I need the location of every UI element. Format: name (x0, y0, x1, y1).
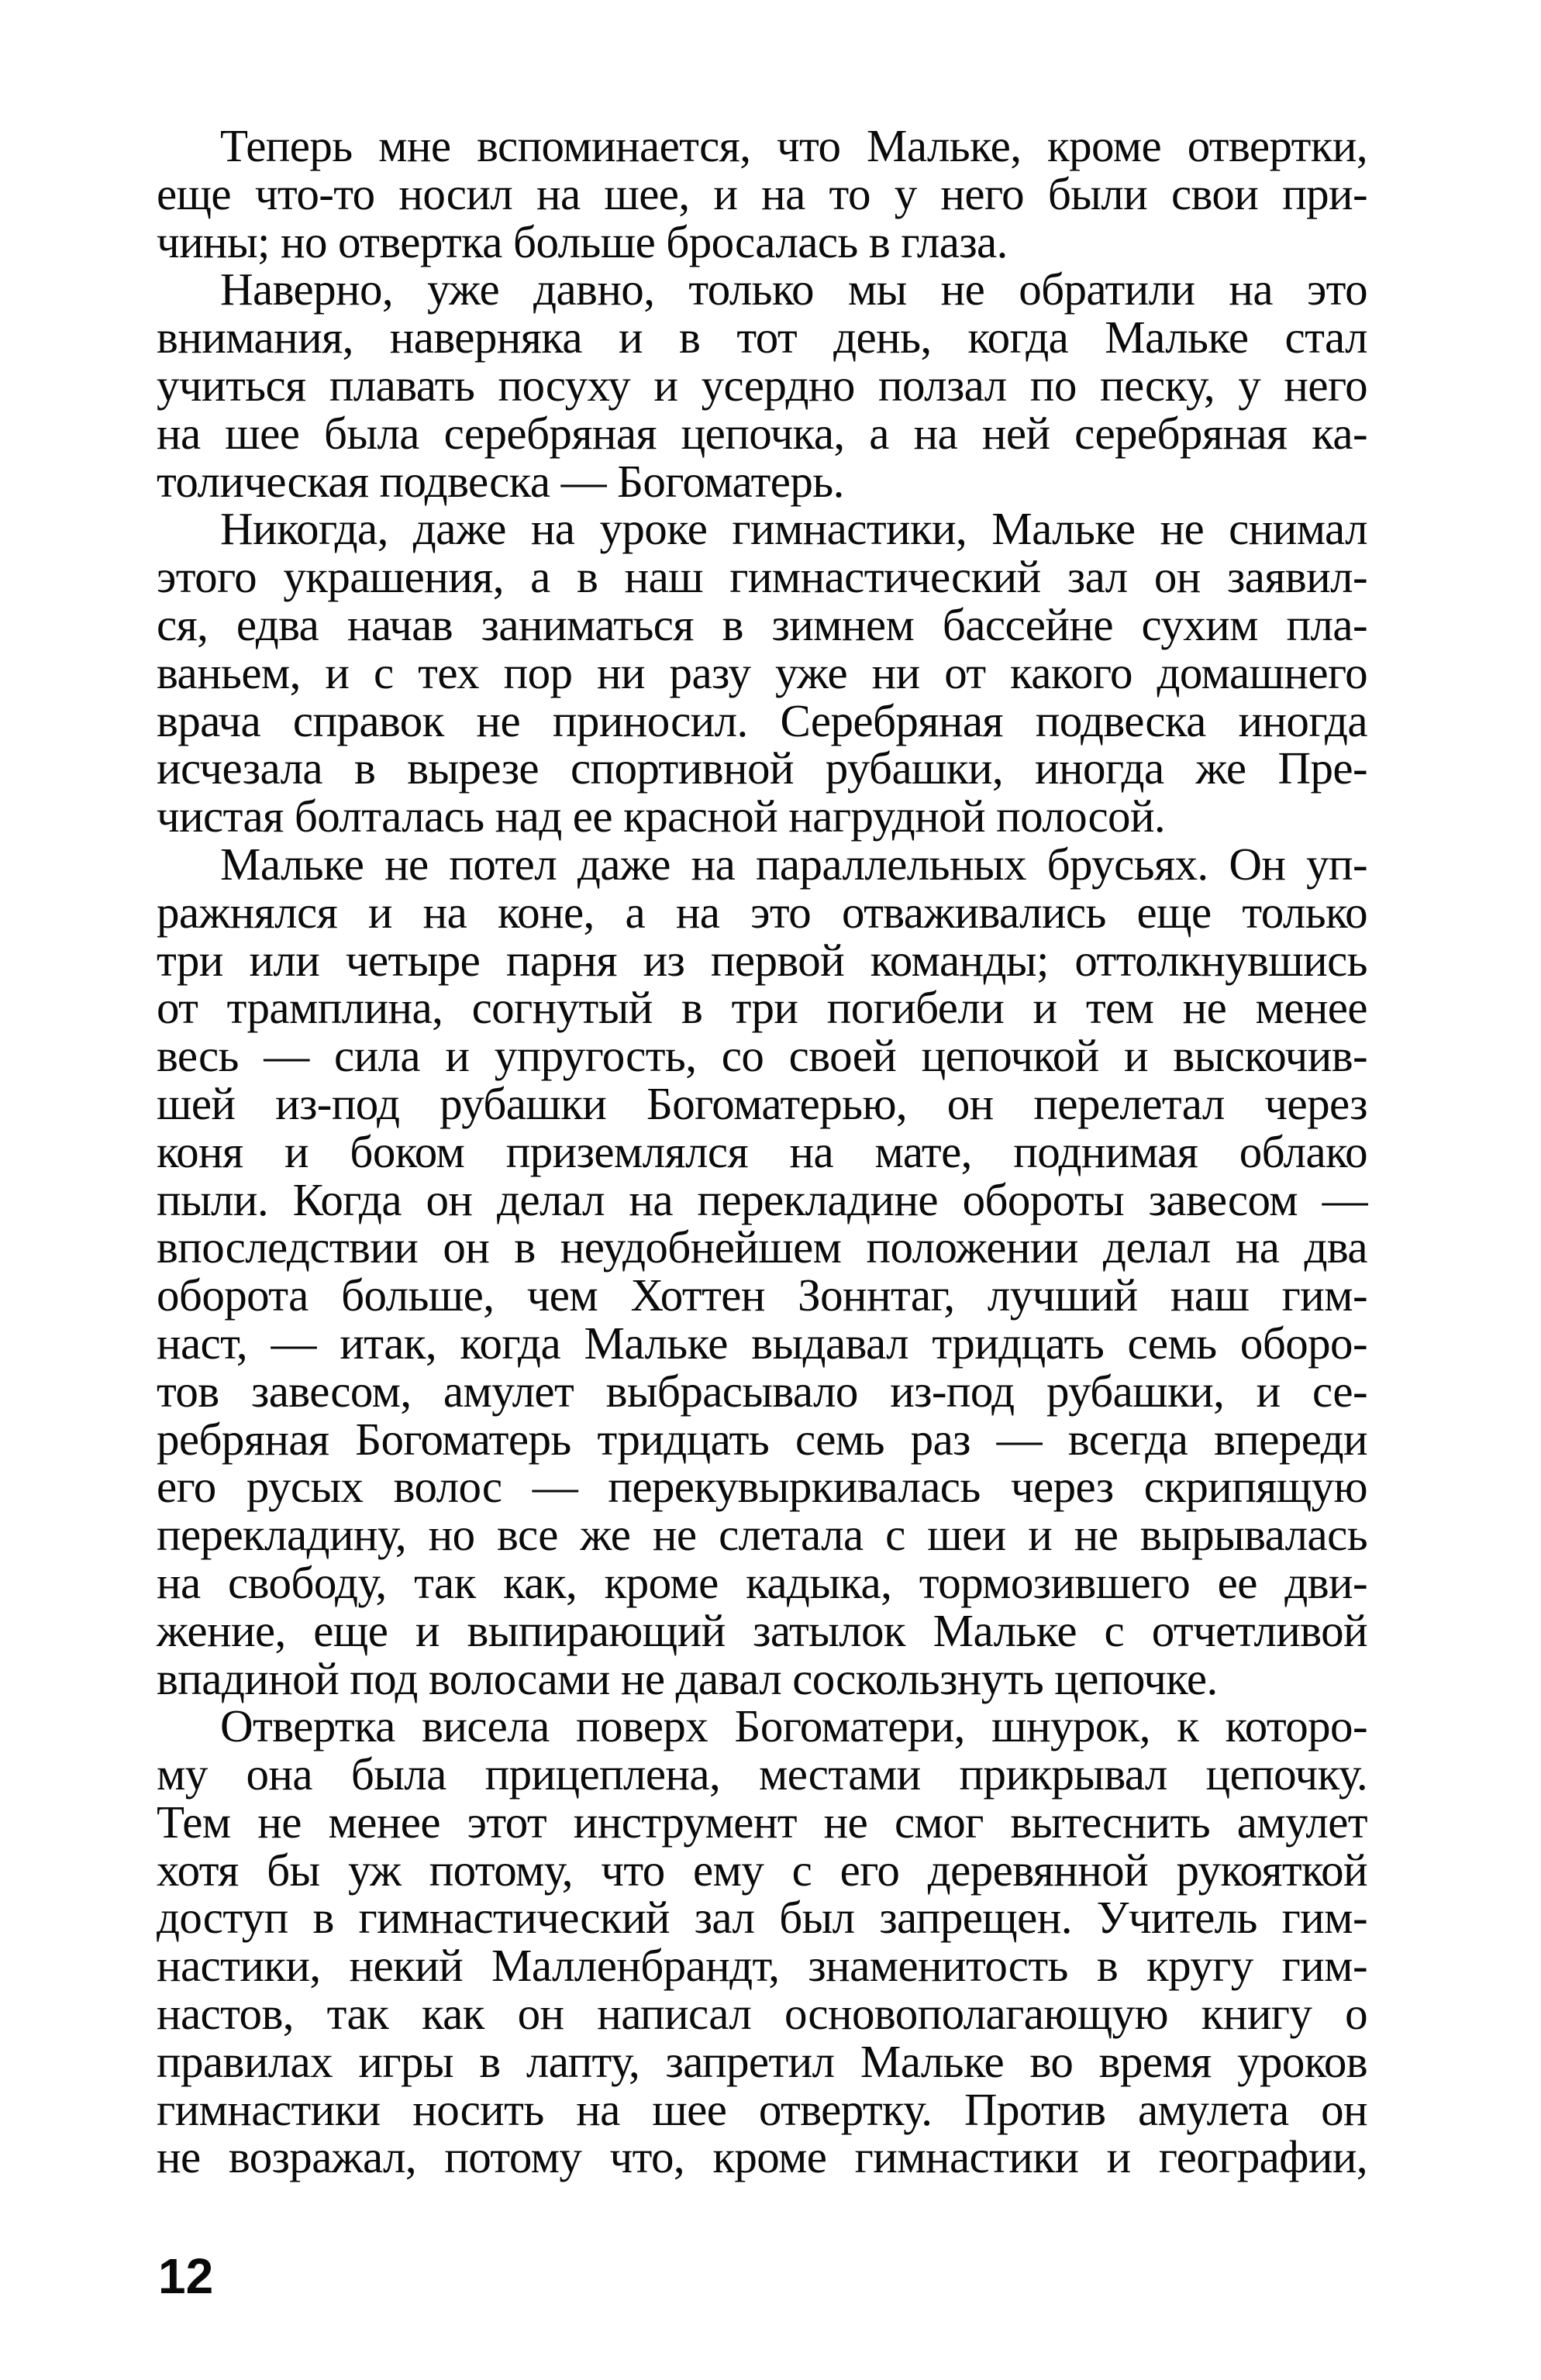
body-text (157, 122, 1367, 2182)
text-line: толическая подвеска — Богоматерь. (157, 455, 844, 507)
paragraph (157, 1700, 1367, 2183)
text-line: Никогда, даже на уроке гимнастики, Мальке не снимал (220, 503, 1367, 555)
paragraph (157, 838, 1367, 1704)
text-line: настики, некий Малленбрандт, знаменитость в кругу гим- (157, 1940, 1367, 1992)
text-line: исчезала в вырезе спортивной рубашки, иногда же Пре- (157, 742, 1367, 794)
text-line: впоследствии он в неудобнейшем положении делал на два (157, 1221, 1367, 1273)
text-line: ся, едва начав заниматься в зимнем бассейне сухим пла- (157, 598, 1367, 650)
text-line: жение, еще и выпирающий затылок Мальке с отчетливой (157, 1604, 1367, 1656)
text-line: наст, — итак, когда Мальке выдавал тридцать семь оборо- (157, 1317, 1367, 1369)
text-line: перекладину, но все же не слетала с шеи и не вырывалась (157, 1509, 1367, 1561)
text-line: му она была прицеплена, местами прикрывал цепочку. (157, 1748, 1367, 1800)
text-line: ваньем, и с тех пор ни разу уже ни от какого домашнего (157, 646, 1367, 698)
page-number: 12 (158, 2248, 214, 2304)
text-line: настов, так как он написал основополагающую книгу о (157, 1988, 1367, 2040)
text-line: правилах игры в лапту, запретил Мальке во время уроков (157, 2035, 1367, 2087)
text-line: чины; но отвертка больше бросалась в глаза. (157, 215, 1008, 267)
paragraph (157, 263, 1367, 507)
text-line: на свободу, так как, кроме кадыка, тормозившего ее дви- (157, 1556, 1367, 1608)
text-line: этого украшения, а в наш гимнастический зал он заявил- (157, 551, 1367, 603)
text-line: Отвертка висела поверх Богоматери, шнурок, к которо- (220, 1700, 1367, 1752)
text-line: шей из-под рубашки Богоматерью, он перелетал через (157, 1077, 1367, 1129)
paragraph (157, 122, 1367, 266)
text-line: учиться плавать посуху и усердно ползал по песку, у него (157, 359, 1367, 411)
text-line: Мальке не потел даже на параллельных брусьях. Он уп- (220, 838, 1367, 890)
text-line: чистая болталась над ее красной нагрудной полосой. (157, 790, 1166, 842)
text-line: хотя бы уж потому, что ему с его деревянной рукояткой (157, 1844, 1367, 1896)
text-line: пыли. Когда он делал на перекладине обороты завесом — (157, 1173, 1367, 1225)
text-line: его русых волос — перекувыркивалась через скрипящую (157, 1461, 1367, 1513)
text-line: три или четыре парня из первой команды; оттолкнувшись (157, 934, 1367, 986)
text-line: коня и боком приземлялся на мате, поднимая облако (157, 1125, 1367, 1177)
text-line: Тем не менее этот инструмент не смог вытеснить амулет (157, 1796, 1367, 1848)
text-line: тов завесом, амулет выбрасывало из-под рубашки, и се- (157, 1365, 1367, 1417)
text-line: Наверно, уже давно, только мы не обратили на это (220, 263, 1367, 315)
text-line: врача справок не приносил. Серебряная подвеска иногда (157, 694, 1367, 746)
text-line: Теперь мне вспоминается, что Мальке, кроме отвертки, (220, 120, 1367, 171)
text-line: не возражал, потому что, кроме гимнастики и географии, (157, 2131, 1367, 2183)
text-line: впадиной под волосами не давал соскользнуть цепочке. (157, 1652, 1218, 1704)
text-line: ражнялся и на коне, а на это отваживались еще только (157, 886, 1367, 938)
text-line: доступ в гимнастический зал был запрещен. Учитель гим- (157, 1892, 1367, 1944)
paragraph (157, 505, 1367, 841)
text-line: оборота больше, чем Хоттен Зоннтаг, лучший наш гим- (157, 1269, 1367, 1321)
text-line: еще что-то носил на шее, и на то у него были свои при- (157, 167, 1367, 219)
text-line: от трамплина, согнутый в три погибели и тем не менее (157, 982, 1367, 1034)
text-line: весь — сила и упругость, со своей цепочкой и выскочив- (157, 1030, 1367, 1082)
text-line: внимания, наверняка и в тот день, когда Мальке стал (157, 312, 1367, 363)
text-line: гимнастики носить на шее отвертку. Против амулета он (157, 2083, 1367, 2135)
text-line: ребряная Богоматерь тридцать семь раз — всегда впереди (157, 1413, 1367, 1465)
text-line: на шее была серебряная цепочка, а на ней серебряная ка- (157, 407, 1367, 459)
